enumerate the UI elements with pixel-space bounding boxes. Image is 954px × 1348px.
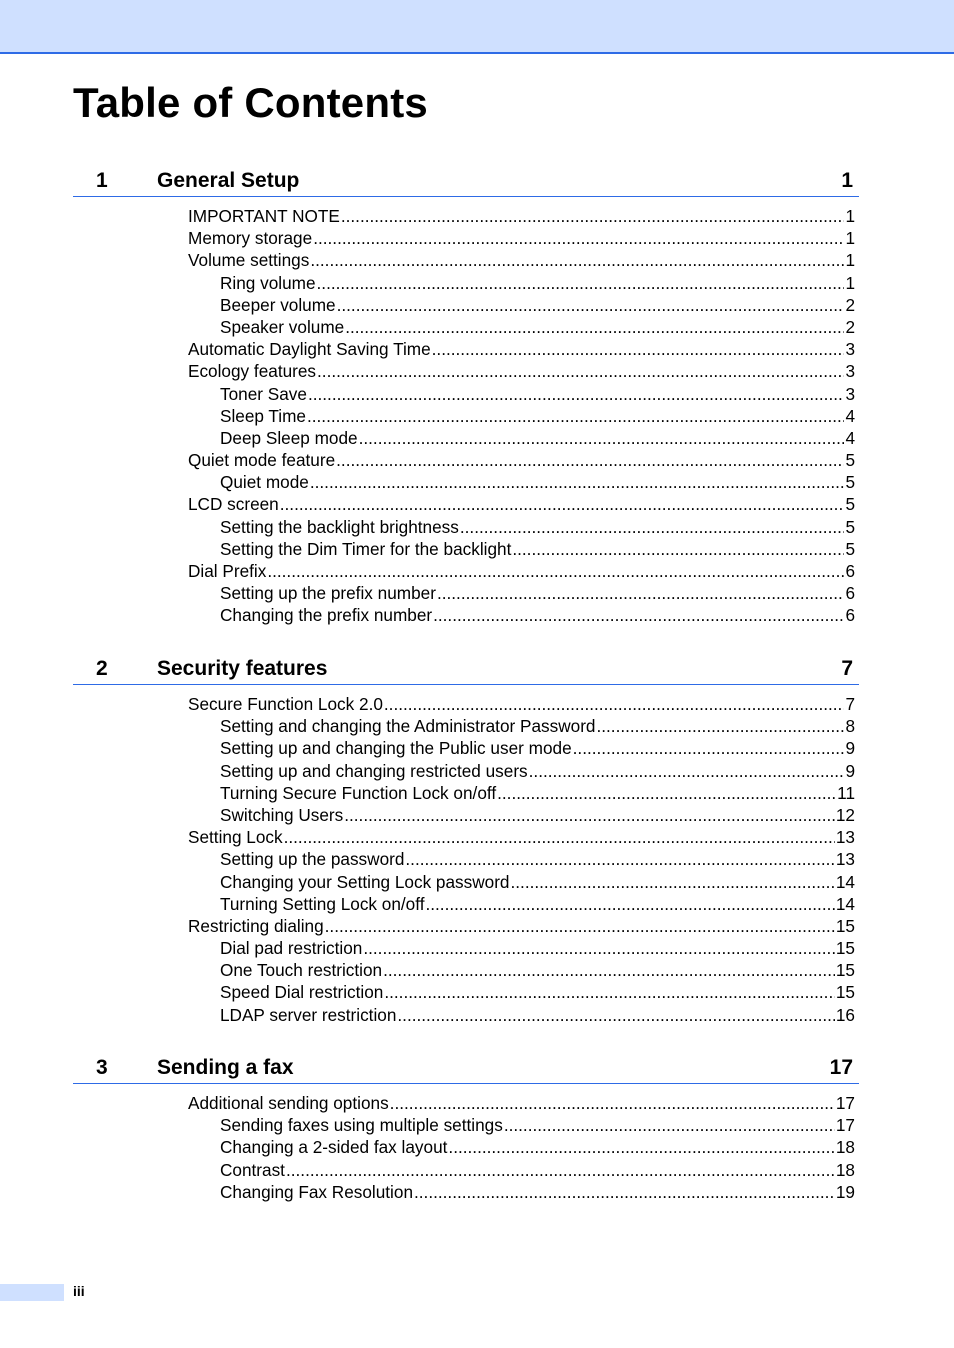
toc-entry-page-number: 5 xyxy=(845,450,855,471)
dot-leader xyxy=(433,604,844,626)
toc-entry-page-number: 5 xyxy=(845,494,855,515)
toc-entry[interactable] xyxy=(73,1114,859,1136)
dot-leader xyxy=(414,1181,835,1203)
toc-entry-title: Setting up the prefix number xyxy=(220,583,436,604)
toc-entry-page-number: 5 xyxy=(845,538,855,559)
toc-entry-page-number: 14 xyxy=(835,893,855,914)
toc-entry[interactable] xyxy=(73,227,859,249)
dot-leader xyxy=(313,227,844,249)
chapter-heading[interactable] xyxy=(73,166,859,197)
dot-leader xyxy=(497,782,836,804)
dot-leader xyxy=(308,383,844,405)
toc-entry-page-number: 15 xyxy=(835,938,855,959)
toc-entry-title: Setting up and changing the Public user mode xyxy=(220,738,572,759)
toc-entry-title: Dial Prefix xyxy=(188,561,267,581)
toc-entry-title: Quiet mode xyxy=(220,472,309,493)
toc-entry-list xyxy=(73,693,859,1026)
toc-entry-page-number: 3 xyxy=(845,361,855,382)
dot-leader xyxy=(437,582,845,604)
toc-entry-title: Deep Sleep mode xyxy=(220,427,358,448)
dot-leader xyxy=(460,516,845,538)
dot-leader xyxy=(573,737,845,759)
toc-entry-page-number: 15 xyxy=(835,960,855,981)
dot-leader xyxy=(511,871,835,893)
toc-entry-page-number: 5 xyxy=(845,516,855,537)
toc-entry[interactable] xyxy=(73,1181,859,1203)
toc-entry-title: Beeper volume xyxy=(220,294,336,315)
chapter-number: 1 xyxy=(96,169,108,192)
dot-leader xyxy=(344,804,835,826)
toc-entry-title: Changing Fax Resolution xyxy=(220,1181,413,1202)
toc-entry[interactable] xyxy=(73,338,859,360)
toc-entry[interactable] xyxy=(73,604,859,626)
toc-entry-title: Changing a 2-sided fax layout xyxy=(220,1137,448,1158)
dot-leader xyxy=(512,538,844,560)
toc-entry[interactable] xyxy=(73,959,859,981)
toc-entry-title: Dial pad restriction xyxy=(220,938,363,959)
toc-entry[interactable] xyxy=(73,915,859,937)
toc-entry-title: Changing your Setting Lock password xyxy=(220,871,510,892)
chapter-title: Security features xyxy=(157,657,328,680)
dot-leader xyxy=(317,360,844,382)
toc-entry[interactable] xyxy=(73,1004,859,1026)
toc-entry[interactable] xyxy=(73,471,859,493)
toc-entry[interactable] xyxy=(73,715,859,737)
toc-entry-title: Sleep Time xyxy=(220,405,306,426)
toc-entry[interactable] xyxy=(73,848,859,870)
toc-entry-page-number: 9 xyxy=(845,760,855,781)
toc-entry-page-number: 16 xyxy=(835,1004,855,1025)
dot-leader xyxy=(337,294,845,316)
dot-leader xyxy=(310,471,845,493)
toc-entry-list xyxy=(73,1092,859,1203)
toc-entry-page-number: 18 xyxy=(835,1159,855,1180)
toc-entry-title: Automatic Daylight Saving Time xyxy=(188,339,431,360)
toc-entry-title: Speaker volume xyxy=(220,316,345,337)
toc-entry-page-number: 3 xyxy=(845,339,855,360)
dot-leader xyxy=(405,848,834,870)
dot-leader xyxy=(310,249,844,271)
toc-entry[interactable] xyxy=(73,449,859,471)
toc-entry-page-number: 5 xyxy=(845,472,855,493)
dot-leader xyxy=(286,1159,835,1181)
toc-entry-title: Setting up the password xyxy=(220,849,405,870)
header-band xyxy=(0,0,954,54)
toc-entry[interactable] xyxy=(73,937,859,959)
toc-entry[interactable] xyxy=(73,737,859,759)
toc-entry-title: Setting up and changing restricted users xyxy=(220,760,528,781)
toc-entry-title: Changing the prefix number xyxy=(220,605,433,626)
dot-leader xyxy=(383,959,835,981)
toc-entry-page-number: 2 xyxy=(845,316,855,337)
toc-entry[interactable] xyxy=(73,981,859,1003)
toc-entry[interactable] xyxy=(73,871,859,893)
toc-entry-page-number: 13 xyxy=(835,827,855,848)
dot-leader xyxy=(341,205,845,227)
toc-entry-title: Turning Secure Function Lock on/off xyxy=(220,782,497,803)
toc-entry[interactable] xyxy=(73,582,859,604)
toc-entry-page-number: 9 xyxy=(845,738,855,759)
dot-leader xyxy=(384,693,845,715)
toc-entry-title: Speed Dial restriction xyxy=(220,982,384,1003)
chapter-heading[interactable] xyxy=(73,654,859,685)
toc-entry[interactable] xyxy=(73,893,859,915)
toc-entry-page-number: 15 xyxy=(835,982,855,1003)
toc-entry-page-number: 1 xyxy=(845,228,855,249)
toc-entry[interactable] xyxy=(73,1159,859,1181)
toc-entry[interactable] xyxy=(73,760,859,782)
dot-leader xyxy=(363,937,835,959)
toc-entry[interactable] xyxy=(73,383,859,405)
toc-entry-title: Setting the Dim Timer for the backlight xyxy=(220,538,512,559)
chapter-title: General Setup xyxy=(157,169,300,192)
dot-leader xyxy=(359,427,845,449)
dot-leader xyxy=(432,338,845,360)
toc-entry-page-number: 4 xyxy=(845,405,855,426)
toc-entry[interactable] xyxy=(73,693,859,715)
toc-entry-page-number: 3 xyxy=(845,383,855,404)
toc-entry-title: One Touch restriction xyxy=(220,960,383,981)
toc-entry[interactable] xyxy=(73,493,859,515)
dot-leader xyxy=(345,316,844,338)
toc-entry-page-number: 1 xyxy=(845,272,855,293)
toc-entry-page-number: 12 xyxy=(835,804,855,825)
toc-entry-title: IMPORTANT NOTE xyxy=(188,206,340,226)
toc-entry-title: Restricting dialing xyxy=(188,915,324,936)
dot-leader xyxy=(317,272,845,294)
toc-entry-page-number: 13 xyxy=(835,849,855,870)
dot-leader xyxy=(425,893,834,915)
dot-leader xyxy=(448,1136,834,1158)
toc-entry-title: LDAP server restriction xyxy=(220,1004,397,1025)
dot-leader xyxy=(504,1114,835,1136)
toc-entry-title: Setting and changing the Administrator Password xyxy=(220,716,596,737)
dot-leader xyxy=(529,760,845,782)
toc-entry[interactable] xyxy=(73,272,859,294)
toc-entry[interactable] xyxy=(73,205,859,227)
toc-entry-title: LCD screen xyxy=(188,494,279,515)
toc-entry-page-number: 18 xyxy=(835,1137,855,1158)
dot-leader xyxy=(596,715,844,737)
chapter-page-number: 17 xyxy=(829,1056,853,1079)
toc-entry-page-number: 11 xyxy=(837,782,855,803)
toc-entry-page-number: 1 xyxy=(845,206,855,226)
toc-entry-page-number: 15 xyxy=(835,915,855,936)
toc-entry-page-number: 1 xyxy=(845,250,855,271)
toc-entry[interactable] xyxy=(73,405,859,427)
toc-entry-page-number: 19 xyxy=(835,1181,855,1202)
toc-entry-title: Setting the backlight brightness xyxy=(220,516,459,537)
toc-entry-list xyxy=(73,205,859,627)
chapter-number: 3 xyxy=(96,1056,108,1079)
toc-entry[interactable] xyxy=(73,249,859,271)
dot-leader xyxy=(397,1004,834,1026)
footer-page-number: iii xyxy=(73,1283,85,1299)
toc-entry[interactable] xyxy=(73,516,859,538)
toc-entry-page-number: 6 xyxy=(845,583,855,604)
chapter-section xyxy=(73,654,859,1026)
chapter-title: Sending a fax xyxy=(157,1056,294,1079)
dot-leader xyxy=(267,560,844,582)
toc-entry-title: Ecology features xyxy=(188,361,317,382)
dot-leader xyxy=(280,493,845,515)
toc-entry-title: Switching Users xyxy=(220,804,344,825)
chapter-section xyxy=(73,166,859,627)
toc-entry[interactable] xyxy=(73,1092,859,1114)
toc-entry[interactable] xyxy=(73,294,859,316)
page-title: Table of Contents xyxy=(73,79,428,126)
dot-leader xyxy=(336,449,844,471)
toc-entry-title: Additional sending options xyxy=(188,1093,389,1113)
chapter-number: 2 xyxy=(96,657,108,680)
toc-entry[interactable] xyxy=(73,316,859,338)
toc-entry[interactable] xyxy=(73,360,859,382)
toc-entry-title: Quiet mode feature xyxy=(188,450,336,471)
toc-entry-page-number: 17 xyxy=(835,1115,855,1136)
dot-leader xyxy=(390,1092,835,1114)
toc-entry[interactable] xyxy=(73,826,859,848)
toc-entry[interactable] xyxy=(73,1136,859,1158)
toc-entry-title: Contrast xyxy=(220,1159,285,1180)
toc-entry[interactable] xyxy=(73,560,859,582)
toc-entry-page-number: 4 xyxy=(845,427,855,448)
toc-entry-page-number: 14 xyxy=(835,871,855,892)
dot-leader xyxy=(384,981,835,1003)
toc-entry-title: Toner Save xyxy=(220,383,307,404)
dot-leader xyxy=(307,405,844,427)
chapter-page-number: 7 xyxy=(841,657,853,680)
toc-entry-page-number: 8 xyxy=(845,716,855,737)
toc-entry-title: Sending faxes using multiple settings xyxy=(220,1115,503,1136)
chapter-page-number: 1 xyxy=(841,169,853,192)
toc-entry[interactable] xyxy=(73,782,859,804)
footer-band xyxy=(0,1284,64,1301)
toc-entry-title: Ring volume xyxy=(220,272,316,293)
toc-entry-title: Turning Setting Lock on/off xyxy=(220,893,425,914)
toc-entry[interactable] xyxy=(73,804,859,826)
dot-leader xyxy=(284,826,835,848)
toc-entry-title: Volume settings xyxy=(188,250,310,271)
toc-entry-page-number: 6 xyxy=(845,605,855,626)
toc-entry-title: Memory storage xyxy=(188,228,313,249)
chapter-section xyxy=(73,1053,859,1203)
toc-entry-page-number: 7 xyxy=(845,694,855,714)
toc-entry-page-number: 17 xyxy=(835,1093,855,1113)
toc-entry-page-number: 6 xyxy=(845,561,855,581)
toc-entry[interactable] xyxy=(73,427,859,449)
toc-entry-title: Setting Lock xyxy=(188,827,283,848)
toc-entry-title: Secure Function Lock 2.0 xyxy=(188,694,383,714)
dot-leader xyxy=(325,915,835,937)
toc-entry[interactable] xyxy=(73,538,859,560)
toc-entry-page-number: 2 xyxy=(845,294,855,315)
chapter-heading[interactable] xyxy=(73,1053,859,1084)
